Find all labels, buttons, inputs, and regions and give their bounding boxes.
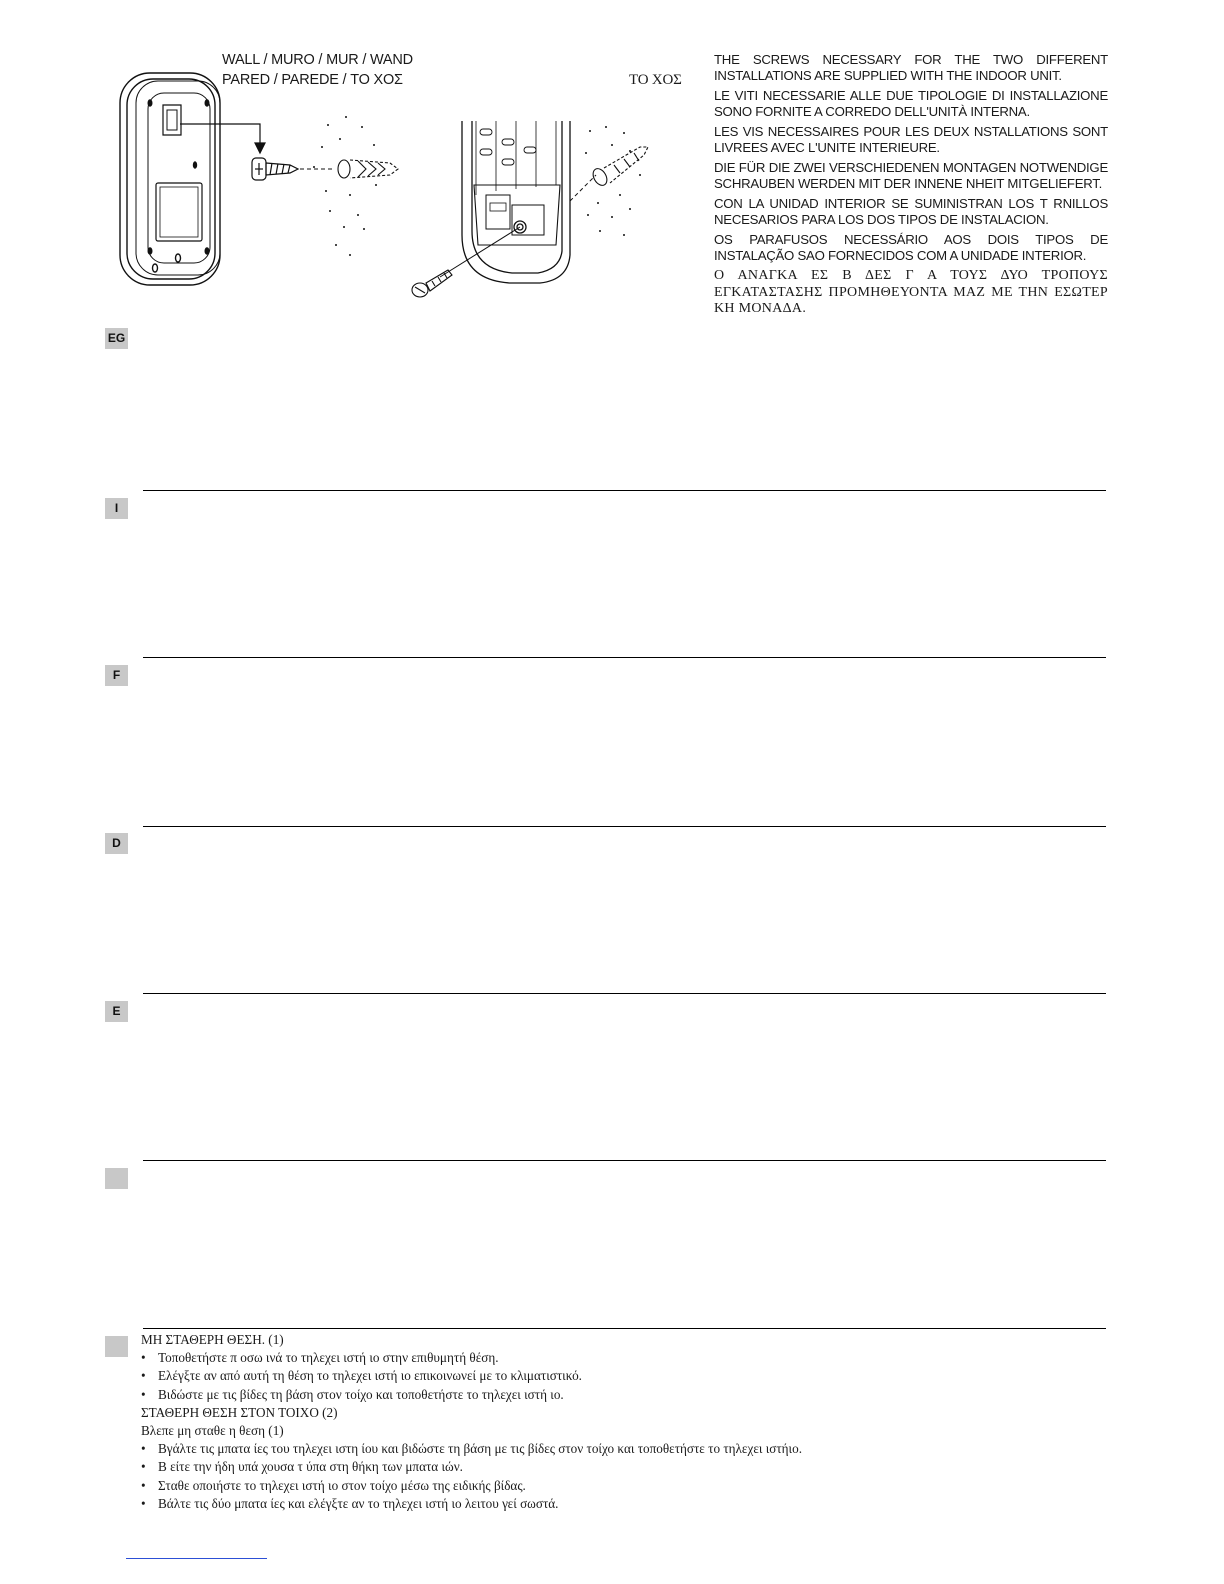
installation-diagram xyxy=(100,55,700,315)
list-item: • Βάλτε τις δύο μπατα ίες και ελέγξτε αν το τηλεχει ιστή ιο λειτου γεί σωστά. xyxy=(141,1495,559,1511)
note-portuguese: OS PARAFUSOS NECESSÁRIO AOS DOIS TIPOS DE INSTALAÇÃO SAO FORNECIDOS COM A UNIDADE INTERIOR. xyxy=(714,232,1108,263)
list-item: • Βιδώστε με τις βίδες τη βάση στον τοίχο και τοποθετήστε το τηλεχει ιστή ιο. xyxy=(141,1386,564,1402)
greek-heading-non-fixed: ΜΗ ΣΤΑΘΕΡΗ ΘΕΣΗ. (1) xyxy=(141,1332,284,1347)
screw-icon xyxy=(252,158,298,180)
wall-label-line1: WALL / MURO / MUR / WAND xyxy=(222,52,413,68)
list-item: • Β είτε την ήδη υπά χουσα τ ύπα στη θήκη των μπατα ιών. xyxy=(141,1459,463,1475)
list-item: • Βγάλτε τις μπατα ίες του τηλεχει ιστη ίου και βιδώστε τη βάση με τις βίδες στον τοίχο και τοποθετήστε το τηλεχει ιστήιο. xyxy=(141,1441,802,1457)
note-greek: Ο ΑΝΑΓΚΑ ΕΣ Β ΔΕΣ Γ Α ΤΟΥΣ ΔΥΟ ΤΡΟΠΟΥΣ ΕΓΚΑΤΑΣΤΑΣΗΣ ΠΡΟΜΗΘΕΥΟΝΤΑ ΜΑΖ ΜΕ ΤΗΝ ΕΣΩΤΕΡ ΚΗ ΜΟΝΑΔΑ. xyxy=(714,268,1108,316)
wall-label-greek-right: ΤΟ ΧΟΣ xyxy=(629,72,682,88)
remote-holder-drawing xyxy=(120,73,220,285)
list-item: • Τοποθετήστε π οσω ινά το τηλεχει ιστή ιο στην επιθυμητή θέση. xyxy=(141,1350,499,1366)
section-tag-spanish: E xyxy=(105,1001,128,1022)
screw-pointer-arrow xyxy=(180,124,265,153)
wall-label-line2: PARED / PAREDE / ΤΟ ΧΟΣ xyxy=(222,72,403,88)
section-divider xyxy=(143,1160,1106,1161)
section-divider xyxy=(143,993,1106,994)
list-item: • Ελέγξτε αν από αυτή τη θέση το τηλεχει ιστή ιο επικοινωνεί με το κλιματιστικό. xyxy=(141,1368,582,1384)
wall-plug-icon xyxy=(338,160,398,178)
section-tag-german: D xyxy=(105,833,128,854)
greek-heading-wall-fixed: ΣΤΑΘΕΡΗ ΘΕΣΗ ΣΤΟΝ ΤΟΙΧΟ (2) xyxy=(141,1404,338,1420)
installation-figure xyxy=(100,52,700,315)
screws-notes xyxy=(714,52,1108,323)
section-tag-french: F xyxy=(105,665,128,686)
section-divider xyxy=(143,826,1106,827)
note-french: LES VIS NECESSAIRES POUR LES DEUX NSTALLATIONS SONT LIVREES AVEC L'UNITE INTERIEURE. xyxy=(714,124,1108,155)
bottom-screw-icon xyxy=(412,270,452,297)
wall-speckle xyxy=(313,116,377,256)
greek-instructions xyxy=(141,1331,1101,1513)
section-divider xyxy=(143,657,1106,658)
section-tag-italian: I xyxy=(105,498,128,519)
note-german: DIE FÜR DIE ZWEI VERSCHIEDENEN MONTAGEN NOTWENDIGE SCHRAUBEN WERDEN MIT DER INNENE NHEIT MITGELIEFERT. xyxy=(714,160,1108,191)
note-spanish: CON LA UNIDAD INTERIOR SE SUMINISTRAN LOS T RNILLOS NECESARIOS PARA LOS DOS TIPOS DE INSTALACION. xyxy=(714,196,1108,227)
section-divider xyxy=(143,1328,1106,1329)
footer-divider xyxy=(126,1558,267,1559)
wall-plug-icon-right xyxy=(590,147,648,188)
remote-in-holder-drawing xyxy=(462,121,570,283)
note-italian: LE VITI NECESSARIE ALLE DUE TIPOLOGIE DI INSTALLAZIONE SONO FORNITE A CORREDO DELL'UNITÀ INTERNA. xyxy=(714,88,1108,119)
wall-speckle-right xyxy=(585,126,641,236)
greek-subheading: Βλεπε μη σταθε η θεση (1) xyxy=(141,1423,284,1439)
section-tag-portuguese xyxy=(105,1168,128,1189)
section-tag-english: EG xyxy=(105,328,128,349)
section-tag-greek xyxy=(105,1336,128,1357)
note-english: THE SCREWS NECESSARY FOR THE TWO DIFFERENT INSTALLATIONS ARE SUPPLIED WITH THE INDOOR UNIT. xyxy=(714,52,1108,83)
section-divider xyxy=(143,490,1106,491)
list-item: • Σταθε οποιήστε το τηλεχει ιστή ιο στον τοίχο μέσω της ειδικής βίδας. xyxy=(141,1477,526,1493)
